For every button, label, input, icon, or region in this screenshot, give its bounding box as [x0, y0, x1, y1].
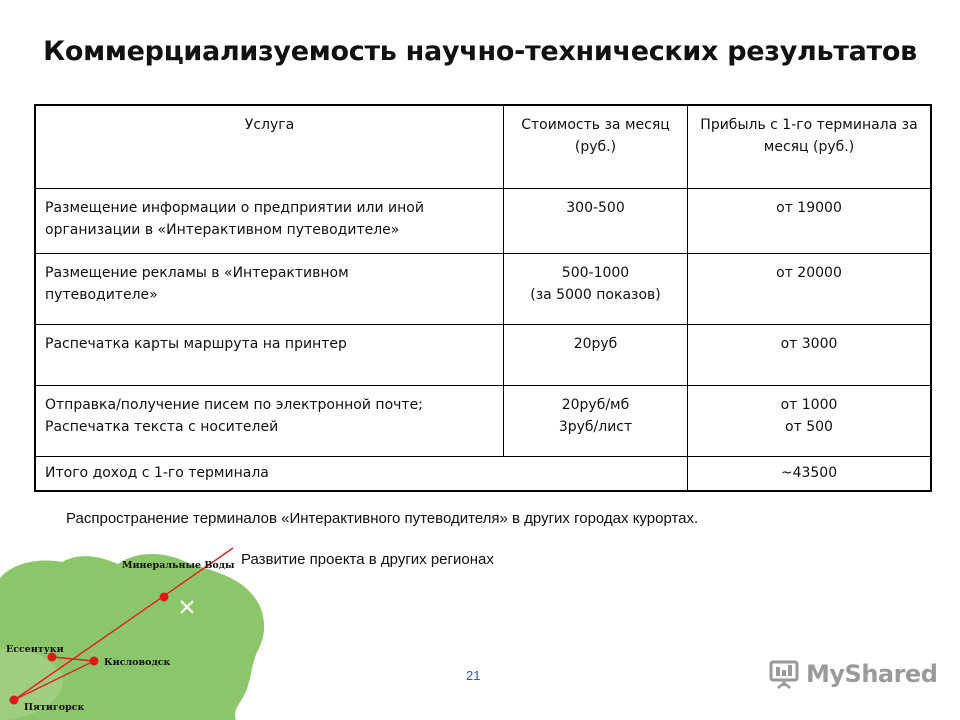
cost-cell	[504, 254, 688, 325]
city-marker-kislovodsk	[90, 657, 99, 666]
cost-cell	[504, 386, 688, 457]
profit-cell	[688, 325, 932, 386]
cost-cell	[504, 325, 688, 386]
city-marker-pyatigorsk	[10, 696, 19, 705]
service-cell	[35, 325, 504, 386]
cost-line: 20руб	[573, 336, 618, 352]
profit-cell	[688, 189, 932, 254]
table-header-row	[35, 105, 931, 189]
profit-line: от 20000	[776, 265, 842, 281]
profit-cell	[688, 386, 932, 457]
total-value: ~43500	[688, 457, 932, 492]
service-line: Отправка/получение писем по электронной почте;	[45, 397, 423, 413]
header-profit: Прибыль с 1-го терминала за месяц (руб.)	[688, 105, 932, 189]
profit-line: от 19000	[776, 200, 842, 216]
header-cost: Стоимость за месяц (руб.)	[504, 105, 688, 189]
service-line: путеводителе»	[45, 287, 158, 303]
table-row	[35, 386, 931, 457]
table-row	[35, 325, 931, 386]
profit-line: от 1000	[780, 397, 838, 413]
service-line: организации в «Интерактивном путеводителе»	[45, 222, 400, 238]
city-marker-mineralnye-vody	[160, 593, 169, 602]
service-line: Размещение информации о предприятии или иной	[45, 200, 424, 216]
city-label-mineralnye-vody: Минеральные Воды	[122, 560, 235, 571]
header-service: Услуга	[35, 105, 504, 189]
distribution-note: Распространение терминалов «Интерактивного путеводителя» в других городах курортах.	[66, 510, 699, 527]
city-label-pyatigorsk: Пятигорск	[24, 702, 85, 713]
cost-line: (за 5000 показов)	[530, 287, 661, 303]
logo-text: MyShared	[806, 660, 938, 688]
service-line: Размещение рекламы в «Интерактивном	[45, 265, 349, 281]
page-number: 21	[466, 668, 481, 683]
revenue-table	[34, 104, 932, 492]
service-line: Распечатка карты маршрута на принтер	[45, 336, 347, 352]
profit-line: от 500	[785, 419, 833, 435]
total-row	[35, 457, 931, 492]
table-row	[35, 254, 931, 325]
service-cell	[35, 386, 504, 457]
cost-line: 300-500	[566, 200, 625, 216]
profit-line: от 3000	[780, 336, 838, 352]
service-cell	[35, 254, 504, 325]
service-cell	[35, 189, 504, 254]
slide-title: Коммерциализуемость научно-технических результатов	[43, 36, 917, 67]
city-label-kislovodsk: Кисловодск	[104, 657, 171, 668]
service-line: Распечатка текста с носителей	[45, 419, 279, 435]
cost-line: 3руб/лист	[558, 419, 633, 435]
presentation-icon	[768, 658, 800, 690]
total-label: Итого доход с 1-го терминала	[35, 457, 688, 492]
profit-cell	[688, 254, 932, 325]
cost-line: 500-1000	[561, 265, 630, 281]
cost-cell	[504, 189, 688, 254]
table-row	[35, 189, 931, 254]
city-label-essentuki: Ессентуки	[6, 644, 64, 655]
myshared-logo	[768, 656, 937, 692]
cost-line: 20руб/мб	[561, 397, 630, 413]
regions-note: Развитие проекта в других регионах	[241, 551, 494, 568]
